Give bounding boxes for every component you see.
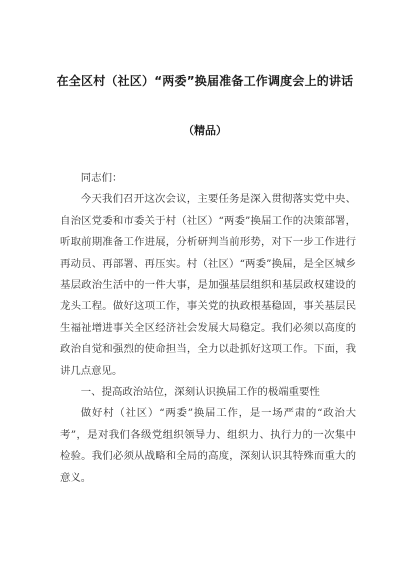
paragraph: 今天我们召开这次会议，主要任务是深入贯彻落实党中央、自治区党委和市委关于村（社区）“两委”换届工作的决策部署，听取前期准备工作进展，分析研判当前形势，对下一步工作进行再动员、再部署、再压实。村（社区）“两委”换届，是全区城乡基层政治生活中的一件大事，是加强基层组织和基层政权建设的龙头工程。做好这项工作，事关党的执政根基稳固，事关基层民生福祉增进事关全区经济社会发展大局稳定。我们必须以高度的政治自觉和强烈的使命担当，全力以赴抓好这项工作。下面，我讲几点意见。 xyxy=(60,193,356,377)
document-title: 在全区村（社区）“两委”换届准备工作调度会上的讲话 xyxy=(56,74,354,88)
document-body xyxy=(60,168,356,489)
section-heading: 一、提高政治站位，深刻认识换届工作的极端重要性 xyxy=(80,386,320,399)
salutation: 同志们： xyxy=(80,172,123,184)
paragraph: 做好村（社区）“两委”换届工作，是一场严肃的“政治大考”，是对我们各级党组织领导力、组织力、执行力的一次集中检验。我们必须从战略和全局的高度，深刻认识其特殊而重大的意义。 xyxy=(60,407,356,484)
document-subtitle: （精品） xyxy=(183,124,227,137)
